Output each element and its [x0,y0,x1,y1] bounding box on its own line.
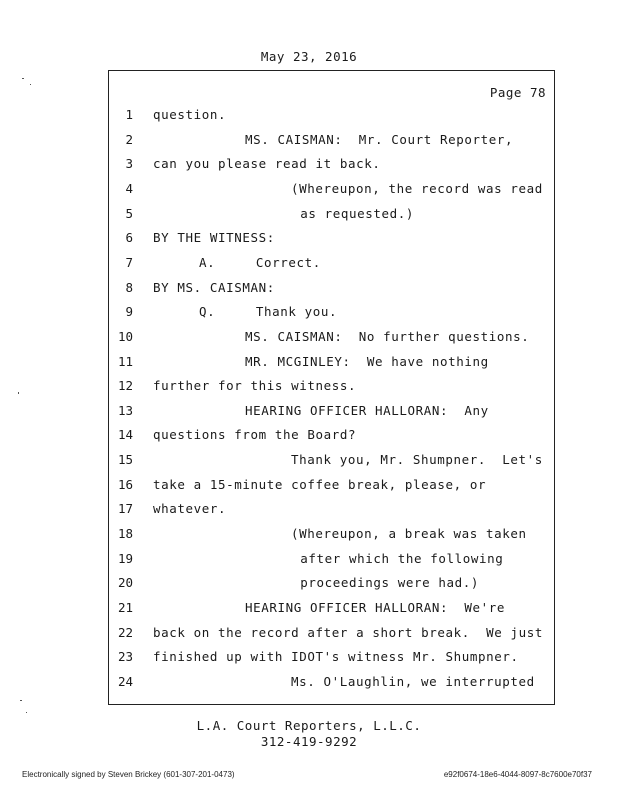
transcript-page-frame [108,70,555,705]
transcript-line-text: further for this witness. [153,378,357,394]
line-number: 13 [117,402,133,418]
scan-speck [18,392,19,394]
line-number: 1 [125,107,133,122]
electronic-signature-note: Electronically signed by Steven Brickey (601-307-201-0473) [22,770,235,779]
line-number: 4 [125,180,133,196]
line-number: 20 [117,575,133,591]
document-id: e92f0674-18e6-4044-8097-8c7600e70f37 [443,770,592,779]
scan-speck [30,84,31,85]
transcript-line-text: after which the following [300,550,504,566]
transcript-line-text: Ms. O'Laughlin, we interrupted [291,673,535,689]
transcript-line-text: as requested.) [300,205,414,221]
scan-speck [26,712,27,713]
line-number: 5 [125,205,133,221]
line-number: 23 [117,649,133,665]
transcript-line-text: question. [153,107,227,122]
scan-speck [22,78,24,79]
line-number: 14 [117,427,133,443]
line-number: 8 [125,279,133,295]
line-number: 18 [117,526,133,542]
scan-speck [20,700,22,701]
transcript-line-text: proceedings were had.) [300,575,479,591]
line-number: 15 [117,452,133,468]
line-number: 7 [125,254,133,270]
line-number: 6 [125,230,133,246]
transcript-date: May 23, 2016 [260,49,358,64]
transcript-line-text: take a 15-minute coffee break, please, or [153,476,487,492]
line-number: 16 [117,476,133,492]
line-number: 2 [125,131,133,147]
transcript-line-text: MS. CAISMAN: Mr. Court Reporter, [245,131,514,147]
transcript-line-text: can you please read it back. [153,156,381,172]
transcript-line-text: questions from the Board? [153,427,357,443]
transcript-line-text: whatever. [153,501,227,517]
transcript-line-text: (Whereupon, the record was read [291,180,543,196]
line-number: 9 [125,304,133,320]
line-number: 10 [117,328,133,344]
transcript-line-text: Q. Thank you. [199,304,338,320]
transcript-line-text: A. Correct. [199,254,321,270]
transcript-line-text: (Whereupon, a break was taken [291,526,527,542]
transcript-line-text: BY THE WITNESS: [153,230,275,246]
transcript-line-text: HEARING OFFICER HALLORAN: Any [245,402,489,418]
line-number: 3 [125,156,133,172]
line-number: 19 [117,550,133,566]
reporter-company: L.A. Court Reporters, L.L.C. [196,718,422,733]
transcript-line-text: MR. MCGINLEY: We have nothing [245,353,489,369]
transcript-line-text: back on the record after a short break. We just [153,624,544,640]
line-number: 11 [117,353,133,369]
reporter-phone: 312-419-9292 [260,734,358,749]
page-number: Page 78 [489,85,546,100]
transcript-line-text: MS. CAISMAN: No further questions. [245,328,530,344]
line-number: 22 [117,624,133,640]
line-number: 21 [117,600,133,615]
transcript-line-text: Thank you, Mr. Shumpner. Let's [291,452,543,468]
line-number: 17 [117,501,133,517]
transcript-line-text: BY MS. CAISMAN: [153,279,275,295]
line-number: 12 [117,378,133,394]
line-number: 24 [117,673,133,689]
transcript-line-text: HEARING OFFICER HALLORAN: We're [245,600,506,615]
transcript-line-text: finished up with IDOT's witness Mr. Shumpner. [153,649,519,665]
